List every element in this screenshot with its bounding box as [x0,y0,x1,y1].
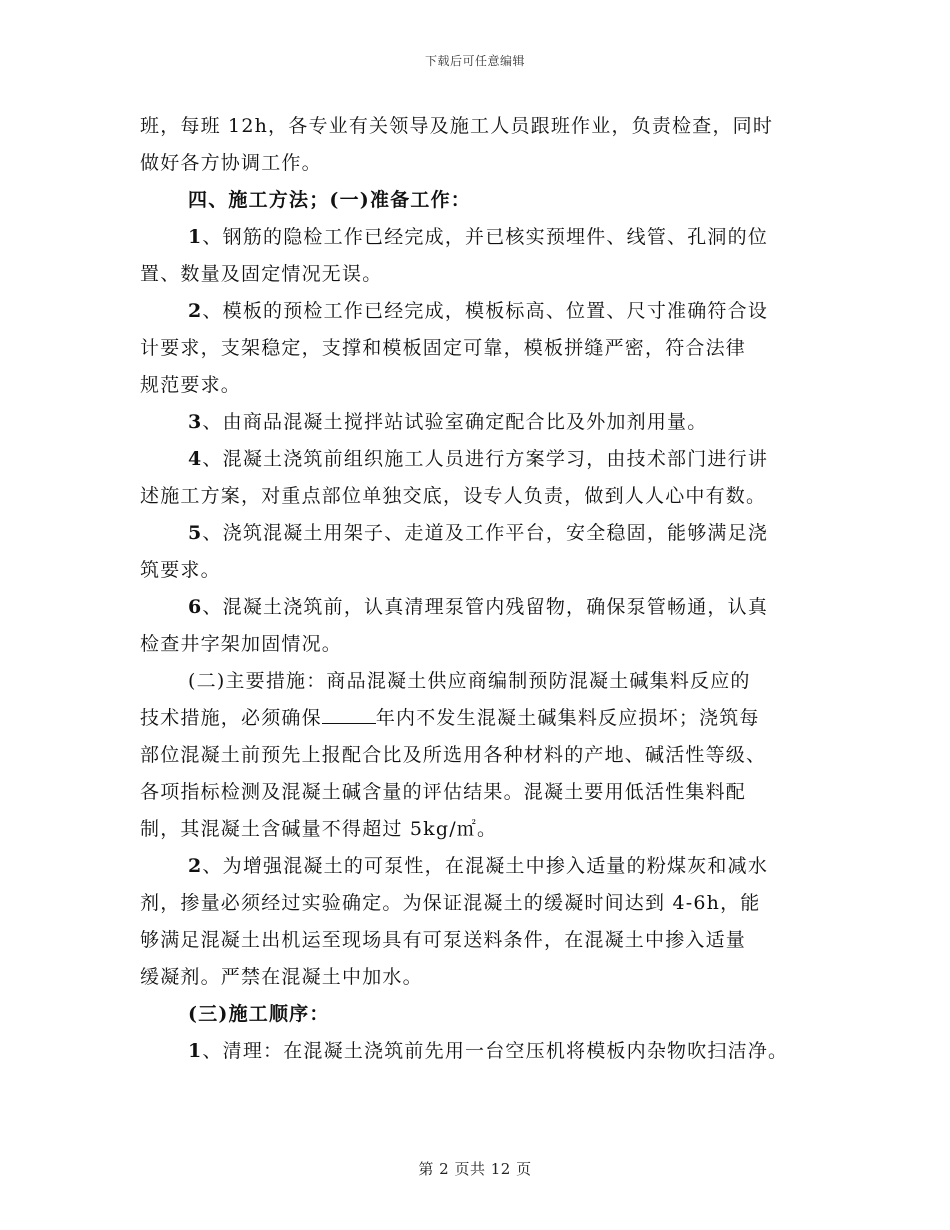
paragraph-line: 计要求，支架稳定，支撑和模板固定可靠，模板拼缝严密，符合法律 [140,337,747,359]
item-text: 、为增强混凝土的可泵性，在混凝土中掺入适量的粉煤灰和减水 [202,855,769,877]
item-number: 4 [188,448,203,470]
list-item [140,404,830,441]
item-text: 、混凝土浇筑前组织施工人员进行方案学习，由技术部门进行讲 [202,448,769,470]
item-number: 6 [188,596,203,618]
paragraph-line: 够满足混凝土出机运至现场具有可泵送料条件，在混凝土中掺入适量 [140,929,747,951]
paragraph-line: 检查井字架加固情况。 [140,633,343,655]
paragraph-line: 部位混凝土前预先上报配合比及所选用各种材料的产地、碱活性等级、 [140,744,767,766]
paragraph-line: 缓凝剂。严禁在混凝土中加水。 [140,966,423,988]
list-item [140,293,830,330]
paragraph-line: 各项指标检测及混凝土碱含量的评估结果。混凝土要用低活性集料配 [140,781,747,803]
paragraph-line: 筑要求。 [140,559,221,581]
document-body [140,108,830,1070]
list-item [140,515,830,552]
item-text: 、模板的预检工作已经完成，模板标高、位置、尺寸准确符合设 [202,300,769,322]
item-text: 、浇筑混凝土用架子、走道及工作平台，安全稳固，能够满足浇 [202,522,769,544]
list-item [140,1033,830,1070]
list-item [140,441,830,478]
paragraph-line: 剂，掺量必须经过实验确定。为保证混凝土的缓凝时间达到 4-6h，能 [140,892,761,914]
list-item [140,589,830,626]
text-segment: 技术措施，必须确保 [140,707,322,729]
paragraph-line: 做好各方协调工作。 [140,152,322,174]
text-segment: 年内不发生混凝土碱集料反应损坏；浇筑每 [375,707,760,729]
paragraph-line: (二)主要措施：商品混凝土供应商编制预防混凝土碱集料反应的 [188,670,751,692]
page-header: 下载后可任意编辑 [424,54,525,68]
paragraph-line: 规范要求。 [140,374,242,396]
paragraph-line [140,700,830,737]
item-text: 、由商品混凝土搅拌站试验室确定配合比及外加剂用量。 [202,411,708,433]
paragraph-line: 制，其混凝土含碱量不得超过 5kg/㎡。 [140,818,498,840]
item-number: 2 [188,855,203,877]
item-number: 5 [188,522,203,544]
item-text: 、清理：在混凝土浇筑前先用一台空压机将模板内杂物吹扫洁净。 [202,1040,789,1062]
paragraph-line: 述施工方案，对重点部位单独交底，设专人负责，做到人人心中有数。 [140,485,767,507]
paragraph-line: 班，每班 12h，各专业有关领导及施工人员跟班作业，负责检查，同时 [140,115,774,137]
list-item [140,219,830,256]
item-text: 、钢筋的隐检工作已经完成，并已核实预埋件、线管、孔洞的位 [202,226,769,248]
item-number: 3 [188,411,203,433]
page-footer: 第 2 页共 12 页 [418,1160,532,1178]
item-number: 2 [188,300,203,322]
section-heading: 四、施工方法；(一)准备工作： [188,189,471,211]
item-number: 1 [188,226,203,248]
item-text: 、混凝土浇筑前，认真清理泵管内残留物，确保泵管畅通，认真 [202,596,769,618]
fill-in-blank [322,705,376,724]
list-item [140,848,830,885]
section-heading: (三)施工顺序： [188,1003,330,1025]
paragraph-line: 置、数量及固定情况无误。 [140,263,383,285]
item-number: 1 [188,1040,203,1062]
